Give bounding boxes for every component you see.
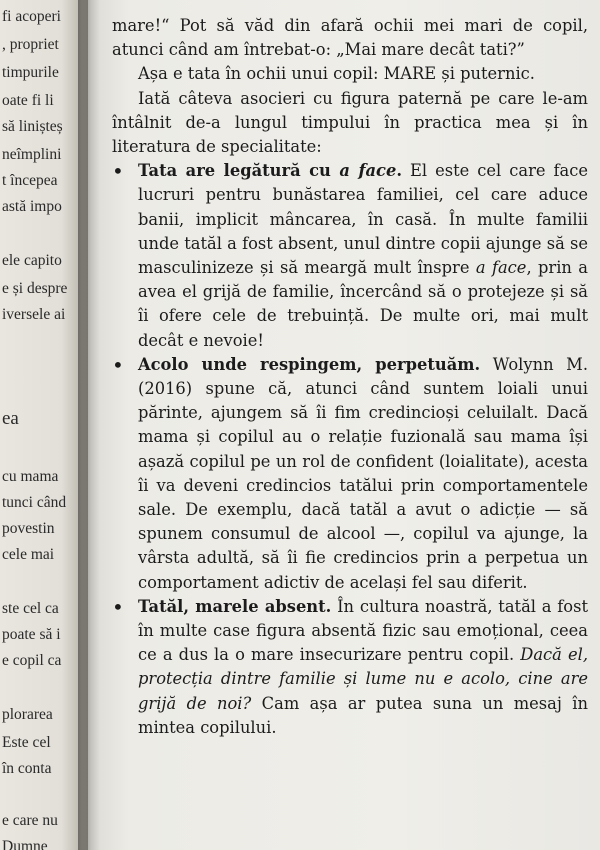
intro-paragraph: Iată câteva asocieri cu figura paternă pe care le-am întâlnit de-a lungul timpului în practica mea și în literatura de specialitate: [112,88,588,157]
left-fragment: Dumne [2,838,48,850]
bullet-lead: Tatăl, marele absent. [138,596,332,616]
bullet-lead: Tata are legătură cu a face. [138,161,402,181]
bullet-text: El este cel care face lucruri pentru bunăstarea familiei, cel care aduce banii, implicit mâncarea, în casă. În multe familii unde tatăl a fost absent, unul dintre copii ajunge să se masculinizeze și să meargă mult înspre [138,161,589,278]
bullet-icon: • [112,352,124,377]
left-fragment: t începea [2,172,58,189]
bullet-emphasis: a face [475,258,527,278]
associations-list [112,159,588,740]
left-fragment: e și despre [2,280,68,297]
left-fragment: în conta [2,760,52,777]
list-item [112,159,588,353]
left-fragment: , propriet [2,36,59,53]
bullet-text: Cam așa ar putea suna un mesaj în mintea copilului. [138,693,588,737]
left-fragment: neîmplini [2,146,62,163]
bullet-text: Wolynn M. (2016) spune că, atunci când suntem loiali unui părinte, ajungem să îi fim credincioși celuilalt. Dacă mama și copilul au o relație fuzională sau mama își așază copilul pe un rol de confident (loialitate), acesta îi va deveni credincios tatălui prin comportamentele sale. De exemplu, dacă tatăl a avut o adicție — să spunem consumul de alcool —, copilul va ajunge, la vârsta adultă, să îi fie credincios prin a perpetua un comportament adictiv de același fel sau diferit. [138,354,588,592]
left-fragment: astă impo [2,198,62,215]
opening-paragraph: mare!“ Pot să văd din afară ochii mei mari de copil, atunci când am întrebat-o: „Mai mare decât tati?” [112,16,588,60]
list-item [112,353,588,595]
page-body [112,14,588,740]
left-fragment: povestin [2,520,55,537]
left-fragment: să linișteș [2,118,63,135]
bullet-lead: Acolo unde respingem, perpetuăm. [138,354,481,374]
left-fragment: poate să i [2,626,61,643]
left-fragment: ste cel ca [2,600,59,617]
left-fragment: e care nu [2,812,58,829]
book-page [88,0,600,850]
bullet-emphasis: Dacă el, protecția dintre familie și lume nu e acolo, cine are grijă de noi? [138,645,588,713]
left-fragment: Este cel [2,734,51,751]
left-fragment: e copil ca [2,652,62,669]
bullet-text: În cultura noastră, tatăl a fost în multe case figura absentă fizic sau emoțional, ceea ce a dus la o mare insecurizare pentru copil. [138,596,589,665]
left-fragment: cu mama [2,468,59,485]
book-gutter-shadow [78,0,100,850]
bullet-lead-emphasis: a face [339,161,397,181]
previous-page-edge [0,0,88,850]
list-item [112,595,588,740]
left-fragment: ele capito [2,252,62,269]
bullet-text: , prin a avea el grijă de familie, încercând să o protejeze și să îi ofere cele de trebuință. De multe ori, mai mult decât e nevoie! [138,258,588,350]
left-fragment: oate fi li [2,92,54,109]
bullet-icon: • [112,159,124,184]
left-fragment: iversele ai [2,306,66,323]
left-fragment: tunci când [2,494,67,511]
left-fragment: plorarea [2,706,53,723]
left-fragment: ea [2,408,19,429]
tata-mare-sentence: Așa e tata în ochii unui copil: MARE și puternic. [138,64,535,84]
left-fragment: cele mai [2,546,55,563]
left-fragment: timpurile [2,64,59,81]
left-fragment: fi acoperi [2,8,61,25]
bullet-icon: • [112,594,124,619]
